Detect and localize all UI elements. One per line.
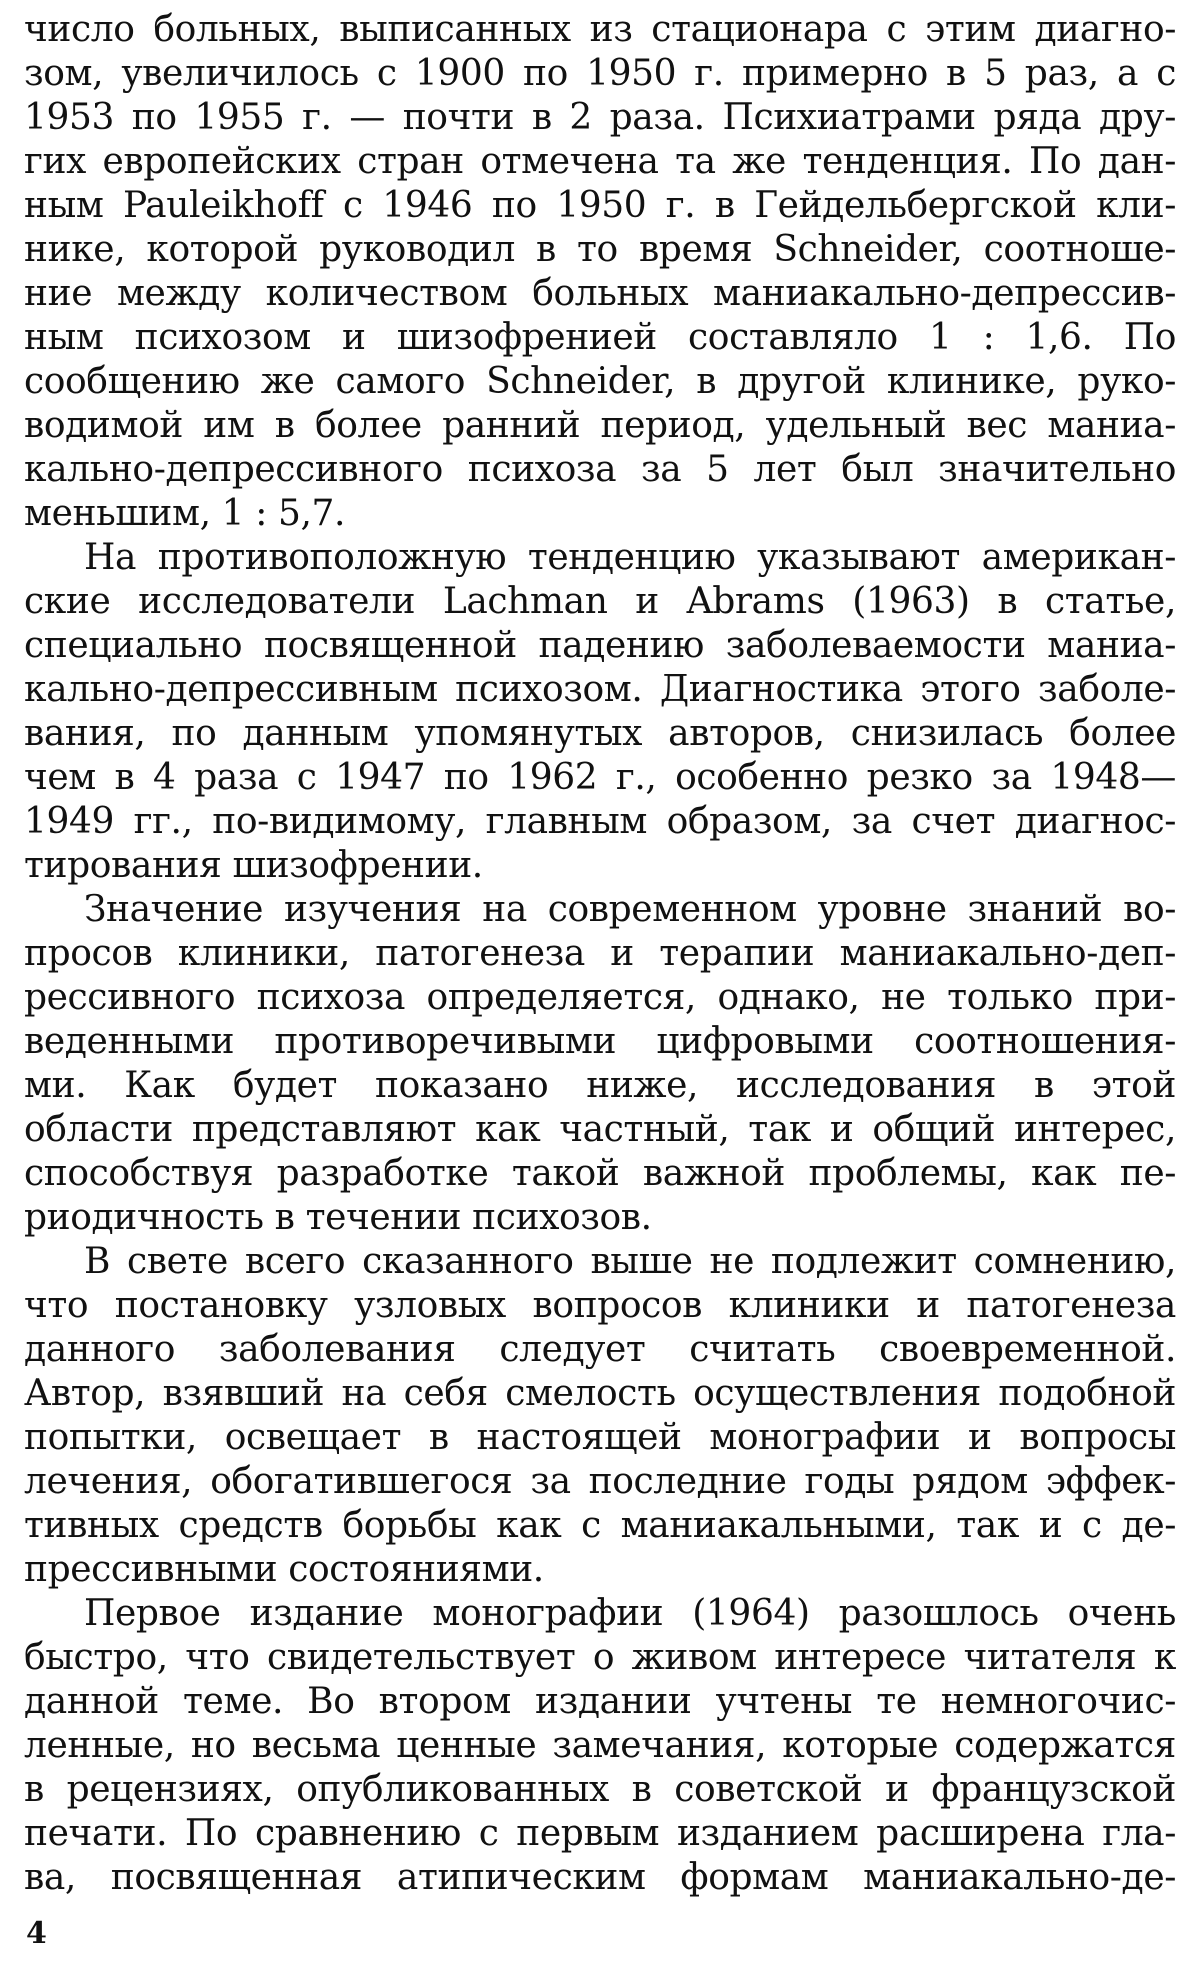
body-text [24,8,1176,1900]
text-line: тивных средств борьбы как с маниакальными, так и с де- [24,1505,1176,1546]
text-line: меньшим, 1 : 5,7. [24,493,346,534]
text-line: ным психозом и шизофренией составляло 1 : 1,6. По [24,317,1176,358]
text-line: На противоположную тенденцию указывают американ- [84,537,1176,578]
paragraph [24,888,1176,1240]
text-line: в рецензиях, опубликованных в советской и французской [24,1769,1176,1810]
text-line: рессивного психоза определяется, однако, не только при- [24,977,1176,1018]
text-line: быстро, что свидетельствует о живом интересе читателя к [24,1637,1176,1678]
text-line: специально посвященной падению заболеваемости маниа- [24,625,1176,666]
text-line: прессивными состояниями. [24,1549,544,1590]
paragraph [24,1240,1176,1592]
text-line: тирования шизофрении. [24,845,483,886]
text-line: Значение изучения на современном уровне знаний во- [84,889,1176,930]
text-line: Первое издание монографии (1964) разошлось очень [84,1593,1176,1634]
text-line: печати. По сравнению с первым изданием расширена гла- [24,1813,1176,1854]
text-line: ва, посвященная атипическим формам маниакально-де- [24,1857,1176,1898]
text-line: лечения, обогатившегося за последние годы рядом эффек- [24,1461,1176,1502]
text-line: вания, по данным упомянутых авторов, снизилась более [24,713,1176,754]
text-line: данного заболевания следует считать своевременной. [24,1329,1176,1370]
paragraph [24,1592,1176,1900]
text-line: способствуя разработке такой важной проблемы, как пе- [24,1153,1176,1194]
text-line: попытки, освещает в настоящей монографии и вопросы [24,1417,1176,1458]
text-line: риодичность в течении психозов. [24,1197,652,1238]
text-line: ным Pauleikhoff с 1946 по 1950 г. в Гейдельбергской кли- [24,185,1176,226]
text-line: Автор, взявший на себя смелость осуществления подобной [24,1373,1176,1414]
text-line: кально-депрессивным психозом. Диагностика этого заболе- [24,669,1176,710]
text-line: данной теме. Во втором издании учтены те немногочис- [24,1681,1176,1722]
paragraph [24,8,1176,536]
text-line: сообщению же самого Schneider, в другой клинике, руко- [24,361,1176,402]
text-line: ленные, но весьма ценные замечания, которые содержатся [24,1725,1176,1766]
page-number: 4 [26,1916,47,1951]
text-line: число больных, выписанных из стационара с этим диагно- [24,9,1176,50]
text-line: 1953 по 1955 г. — почти в 2 раза. Психиатрами ряда дру- [24,97,1176,138]
text-line: области представляют как частный, так и общий интерес, [24,1109,1176,1150]
text-line: чем в 4 раза с 1947 по 1962 г., особенно резко за 1948— [24,757,1176,798]
text-line: 1949 гг., по-видимому, главным образом, за счет диагнос- [24,801,1176,842]
text-line: просов клиники, патогенеза и терапии маниакально-деп- [24,933,1176,974]
text-line: кально-депрессивного психоза за 5 лет был значительно [24,449,1176,490]
text-line: веденными противоречивыми цифровыми соотношения- [24,1021,1176,1062]
text-line: водимой им в более ранний период, удельный вес маниа- [24,405,1176,446]
text-line: зом, увеличилось с 1900 по 1950 г. примерно в 5 раз, а с [24,53,1176,94]
text-line: ские исследователи Lachman и Abrams (1963) в статье, [24,581,1176,622]
text-line: гих европейских стран отмечена та же тенденция. По дан- [24,141,1176,182]
text-line: В свете всего сказанного выше не подлежит сомнению, [84,1241,1176,1282]
text-line: нике, которой руководил в то время Schneider, соотноше- [24,229,1176,270]
text-line: ми. Как будет показано ниже, исследования в этой [24,1065,1176,1106]
paragraph [24,536,1176,888]
text-line: что постановку узловых вопросов клиники и патогенеза [24,1285,1176,1326]
text-line: ние между количеством больных маниакально-депрессив- [24,273,1176,314]
